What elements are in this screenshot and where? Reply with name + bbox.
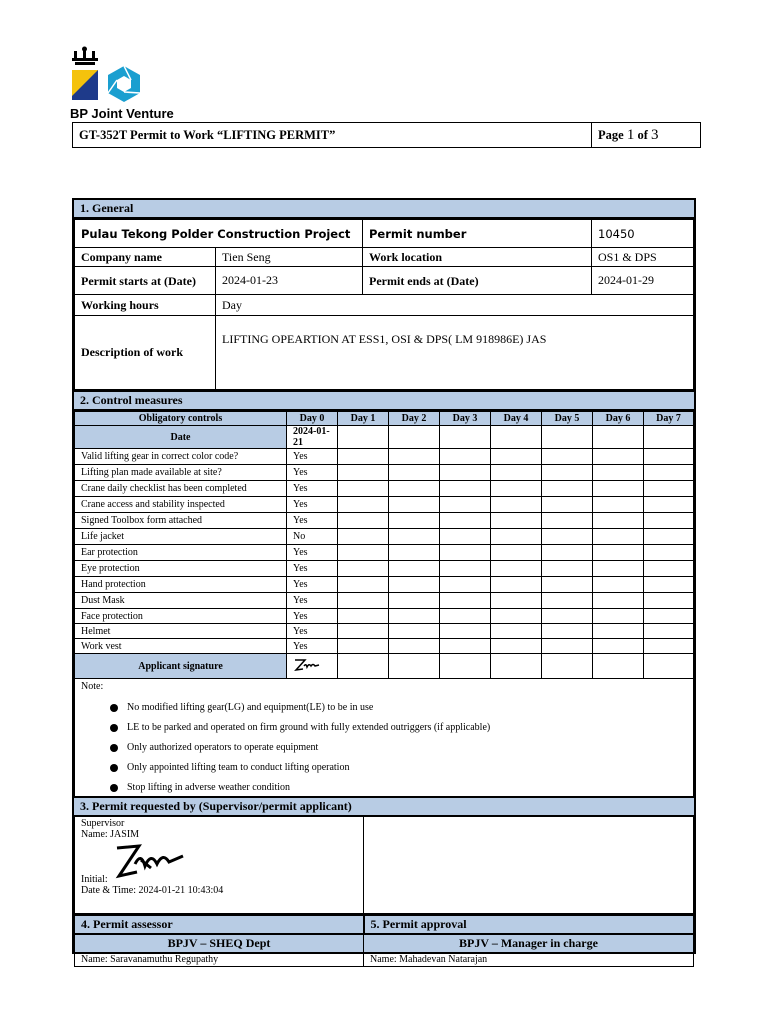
control-value: No [287,529,338,545]
supervisor-cell [75,817,364,913]
crown-icon [72,47,98,66]
note-list [81,698,687,798]
page-indicator: Page 1 of 3 [598,127,659,143]
control-value: Yes [287,513,338,529]
section-approval-title: 5. Permit approval [364,915,694,934]
controls-table [74,411,694,679]
requested-table [74,817,694,914]
control-label: Crane access and stability inspected [75,497,287,513]
document-header [72,122,701,148]
control-label: Lifting plan made available at site? [75,465,287,481]
day-header: Day 7 [644,412,694,426]
control-value: Yes [287,465,338,481]
control-value: Yes [287,481,338,497]
control-value: Yes [287,497,338,513]
day-header: Day 5 [542,412,593,426]
section-requested-title: 3. Permit requested by (Supervisor/permit applicant) [74,796,694,817]
day-header: Day 6 [593,412,644,426]
control-label: Crane daily checklist has been completed [75,481,287,497]
approval-dept: BPJV – Manager in charge [364,934,694,953]
control-label: Valid lifting gear in correct color code? [75,449,287,465]
company-label: Company name [75,248,216,267]
day-header: Day 1 [338,412,389,426]
document-title: GT-352T Permit to Work “LIFTING PERMIT” [73,123,592,147]
control-value: Yes [287,624,338,639]
control-value: Yes [287,561,338,577]
control-value: Yes [287,545,338,561]
supervisor-name: Name: JASIM [81,829,140,840]
applicant-signature [287,654,338,679]
request-datetime: Date & Time: 2024-01-21 10:43:04 [81,885,224,896]
control-label: Signed Toolbox form attached [75,513,287,529]
control-label: Face protection [75,609,287,624]
assessor-name: Name: Saravanamuthu Regupathy [75,952,364,966]
permit-number: 10450 [592,220,694,248]
control-value: Yes [287,593,338,609]
list-item: Stop lifting in adverse weather condition [81,778,687,798]
day-header: Day 2 [389,412,440,426]
control-value: Yes [287,609,338,624]
approval-name: Name: Mahadevan Natarajan [364,952,694,966]
end-label: Permit ends at (Date) [363,267,592,295]
supervisor-role: Supervisor [81,818,125,829]
control-value: Yes [287,449,338,465]
permit-form [72,198,696,965]
hours-label: Working hours [75,295,216,316]
list-item: LE to be parked and operated on firm ground with fully extended outriggers (if applicable) [81,718,687,738]
applicant-signature-label: Applicant signature [75,654,287,679]
assessor-dept: BPJV – SHEQ Dept [75,934,364,953]
control-label: Helmet [75,624,287,639]
date-label: Date [75,426,287,449]
work-location-value: OS1 & DPS [592,248,694,267]
brand-name: BP Joint Venture [70,106,174,121]
notes-section [74,679,694,796]
obligatory-controls-header: Obligatory controls [75,412,287,426]
control-label: Life jacket [75,529,287,545]
control-label: Ear protection [75,545,287,561]
hours-value: Day [216,295,694,316]
control-label: Eye protection [75,561,287,577]
control-label: Dust Mask [75,593,287,609]
section-general-title: 1. General [74,200,694,219]
list-item: No modified lifting gear(LG) and equipment(LE) to be in use [81,698,687,718]
control-label: Work vest [75,639,287,654]
work-location-label: Work location [363,248,592,267]
day-header: Day 4 [491,412,542,426]
shutter-icon [108,66,140,102]
section-assessor-title: 4. Permit assessor [75,915,364,934]
day-header: Day 3 [440,412,491,426]
section-controls-title: 2. Control measures [74,390,694,411]
control-value: Yes [287,577,338,593]
requested-blank-cell [364,817,694,913]
project-name: Pulau Tekong Polder Construction Project [75,220,363,248]
description-label: Description of work [75,316,216,390]
start-label: Permit starts at (Date) [75,267,216,295]
list-item: Only appointed lifting team to conduct lifting operation [81,758,687,778]
permit-number-label: Permit number [363,220,592,248]
control-label: Hand protection [75,577,287,593]
signature-icon [293,657,321,673]
assessor-approval-table [74,914,694,967]
description-value: LIFTING OPEARTION AT ESS1, OSI & DPS( LM 918986E) JAS [216,316,694,390]
start-value: 2024-01-23 [216,267,363,295]
initial-label: Initial: [81,874,108,885]
note-label: Note: [81,681,104,692]
general-table [74,219,694,390]
company-value: Tien Seng [216,248,363,267]
list-item: Only authorized operators to operate equipment [81,738,687,758]
end-value: 2024-01-29 [592,267,694,295]
control-value: Yes [287,639,338,654]
day-header: Day 0 [287,412,338,426]
date-day0: 2024-01-21 [287,426,338,449]
